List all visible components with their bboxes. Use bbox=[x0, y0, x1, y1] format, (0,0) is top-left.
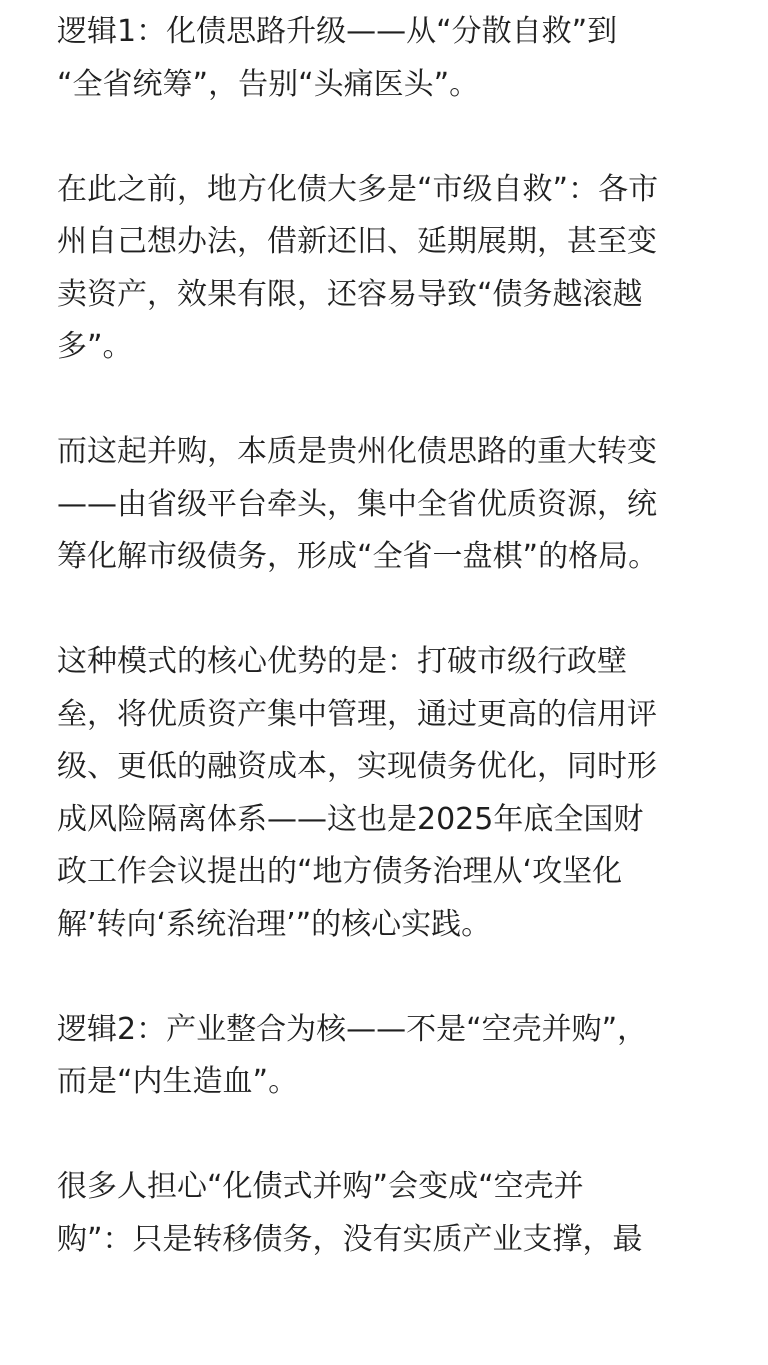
paragraph-model-advantages bbox=[57, 636, 732, 951]
text-line: 在此之前，地方化债大多是“市级自救”：各市 bbox=[57, 171, 659, 207]
text-line: 而这起并购，本质是贵州化债思路的重大转变 bbox=[57, 434, 657, 469]
text-line: “全省统筹”，告别“头痛医头”。 bbox=[57, 66, 480, 102]
text-line: 逻辑1：化债思路升级——从“分散自救”到 bbox=[57, 14, 618, 49]
text-line: 级、更低的融资成本，实现债务优化，同时形 bbox=[57, 749, 657, 784]
text-line: 逻辑2：产业整合为核——不是“空壳并购”， bbox=[57, 1011, 648, 1047]
paragraph-concerns bbox=[57, 1161, 732, 1266]
text-line: 筹化解市级债务，形成“全省一盘棋”的格局。 bbox=[57, 539, 659, 574]
text-line: 成风险隔离体系——这也是2025年底全国财 bbox=[57, 801, 644, 837]
text-line: ——由省级平台牵头，集中全省优质资源，统 bbox=[57, 486, 657, 522]
paragraph-background bbox=[57, 164, 732, 374]
paragraph-logic-1-heading bbox=[57, 6, 732, 111]
paragraph-merger-essence bbox=[57, 426, 732, 584]
text-line: 而是“内生造血”。 bbox=[57, 1064, 299, 1099]
text-line: 购”：只是转移债务，没有实质产业支撑，最 bbox=[57, 1221, 643, 1257]
text-line: 政工作会议提出的“地方债务治理从‘攻坚化 bbox=[57, 854, 623, 889]
text-line: 这种模式的核心优势的是：打破市级行政壁 bbox=[57, 644, 627, 679]
text-line: 州自己想办法，借新还旧、延期展期，甚至变 bbox=[57, 224, 657, 259]
text-line: 垒，将优质资产集中管理，通过更高的信用评 bbox=[57, 696, 657, 732]
text-line: 解’转向‘系统治理’”的核心实践。 bbox=[57, 906, 492, 942]
text-line: 卖资产，效果有限，还容易导致“债务越滚越 bbox=[57, 276, 643, 312]
article-body bbox=[57, 6, 732, 1319]
text-line: 多”。 bbox=[57, 329, 133, 364]
paragraph-logic-2-heading bbox=[57, 1004, 732, 1109]
text-line: 很多人担心“化债式并购”会变成“空壳并 bbox=[57, 1169, 584, 1204]
